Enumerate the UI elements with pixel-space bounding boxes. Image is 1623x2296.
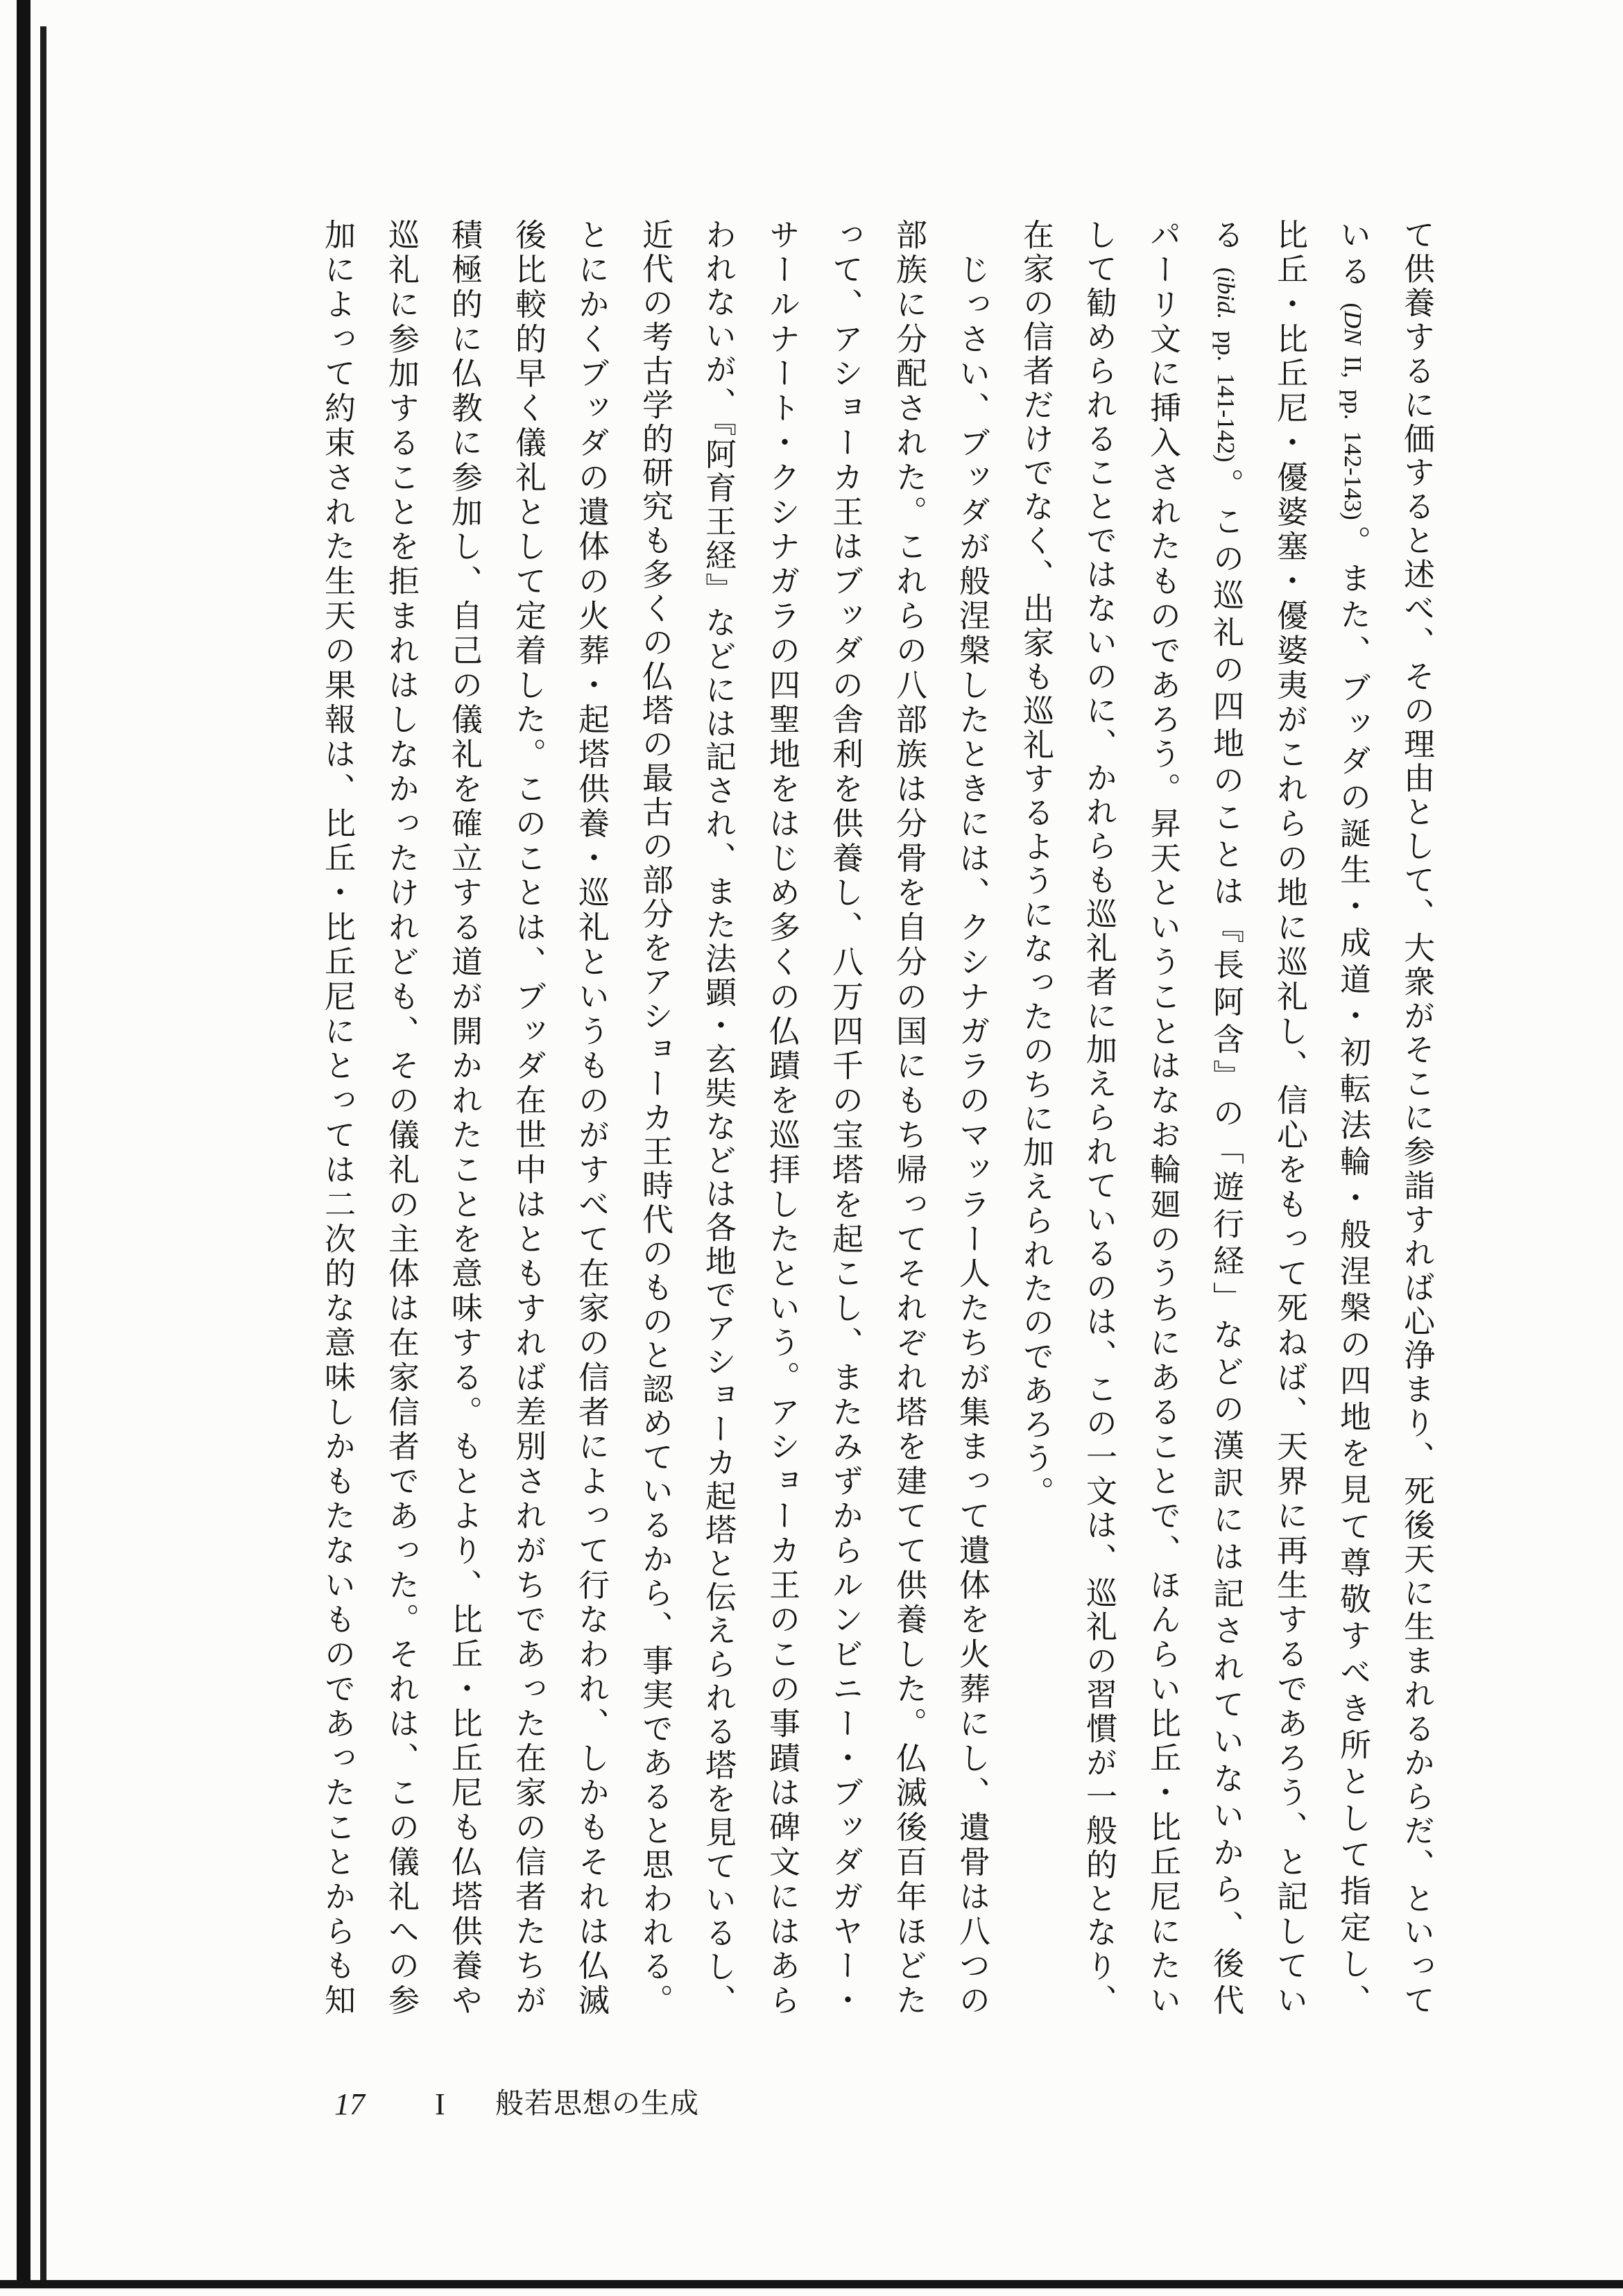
text-line [890, 219, 927, 2015]
line-text: 近代の考古学的研究も多くの仏塔の最古の部分をアショーカ王時代のものと認めているから、事実であると思われる。 [637, 219, 673, 2015]
line-text: 巡礼に参加することを拒まれはしなかったけれども、その儀礼の主体は在家信者であった。それは、この儀礼への参 [383, 219, 420, 2015]
part-number: I [435, 2087, 445, 2121]
line-text: 。また、ブッダの誕生・成道・初転法輪・般涅槃の四地を見て尊敬すべき所として指定し、 [1334, 520, 1371, 2015]
line-text: 。この巡礼の四地のことは『長阿含』の「遊行経」などの漢訳には記されていないから、後代 [1208, 462, 1244, 2015]
line-text: とにかくブッダの遺体の火葬・起塔供養・巡礼というものがすべて在家の信者によって行なわれ、しかもそれは仏滅 [573, 219, 610, 2015]
text-line [445, 219, 483, 2015]
line-text: 部族に分配された。これらの八部族は分骨を自分の国にもち帰ってそれぞれ塔を建てて供養した。仏滅後百年ほどた [891, 219, 927, 2015]
line-text: 加によって約束された生天の果報は、比丘・比丘尼にとっては二次的な意味しかもたないものであったことからも知 [319, 219, 356, 2015]
citation-text: II, pp. 142-143) [1339, 344, 1366, 520]
line-text: パーリ文に挿入されたものであろう。昇天ということはなお輪廻のうちにあることで、ほんらい比丘・比丘尼にたい [1144, 219, 1181, 2015]
text-line [1334, 219, 1371, 2015]
citation-source: DN [1339, 311, 1366, 345]
part-title: 般若思想の生成 [495, 2087, 699, 2120]
text-line-paragraph-end [1017, 219, 1054, 2015]
text-line [382, 219, 420, 2015]
line-text: る [1208, 219, 1244, 256]
line-text: て供養するに価すると述べ、その理由として、大衆がそこに参詣すれば心浄まり、死後天に生まれるからだ、といって [1398, 219, 1435, 2015]
line-text: 比丘・比丘尼・優婆塞・優婆夷がこれらの地に巡礼し、信心をもって死ねば、天界に再生するであろう、と記してい [1271, 219, 1308, 2015]
line-text: 積極的に仏教に参加し、自己の儀礼を確立する道が開かれたことを意味する。もとより、比丘・比丘尼も仏塔供養や [446, 219, 483, 2015]
text-line [1144, 219, 1181, 2015]
line-text: じっさい、ブッダが般涅槃したときには、クシナガラのマッラー人たちが集まって遺体を火葬にし、遺骨は八つの [954, 253, 990, 2015]
citation-text: pp. 141-142) [1212, 319, 1239, 463]
text-line [699, 219, 737, 2015]
text-line [318, 219, 356, 2015]
text-line [1207, 219, 1244, 2015]
line-text: って、アショーカ王はブッダの舎利を供養し、八万四千の宝塔を起こし、またみずからルンビニー・ブッダガヤー・ [827, 219, 864, 2015]
line-text: 後比較的早く儀礼として定着した。このことは、ブッダ在世中はともすれば差別されがちであった在家の信者たちが [510, 219, 547, 2015]
line-text: われないが、『阿育王経』などには記され、また法顕・玄奘などは各地でアショーカ起塔と伝えられる塔を見ているし、 [700, 219, 737, 2015]
text-line [763, 219, 800, 2015]
text-line [1271, 219, 1308, 2015]
binding-edge-line [40, 26, 46, 2281]
line-text: 在家の信者だけでなく、出家も巡礼するようになったのちに加えられたのであろう。 [1017, 219, 1054, 1510]
bottom-edge-line [0, 2280, 1623, 2288]
line-text: いる [1334, 219, 1371, 292]
citation-text: ( [1212, 255, 1239, 276]
text-line [572, 219, 610, 2015]
text-line [636, 219, 673, 2015]
page-number: 17 [334, 2087, 365, 2121]
binding-edge-shadow [17, 0, 31, 2284]
line-text: して勧められることではないのに、かれらも巡礼者に加えられているのは、この一文は、巡礼の習慣が一般的となり、 [1081, 219, 1117, 2015]
text-line [1080, 219, 1117, 2015]
text-line [826, 219, 864, 2015]
text-line-paragraph-start [953, 219, 990, 2015]
citation-source: ibid. [1212, 275, 1239, 320]
citation-text: ( [1339, 291, 1366, 311]
text-line [509, 219, 547, 2015]
line-text: サールナート・クシナガラの四聖地をはじめ多くの仏蹟を巡拝したという。アショーカ王のこの事蹟は碑文にはあら [764, 219, 800, 2015]
text-line [1398, 219, 1435, 2015]
